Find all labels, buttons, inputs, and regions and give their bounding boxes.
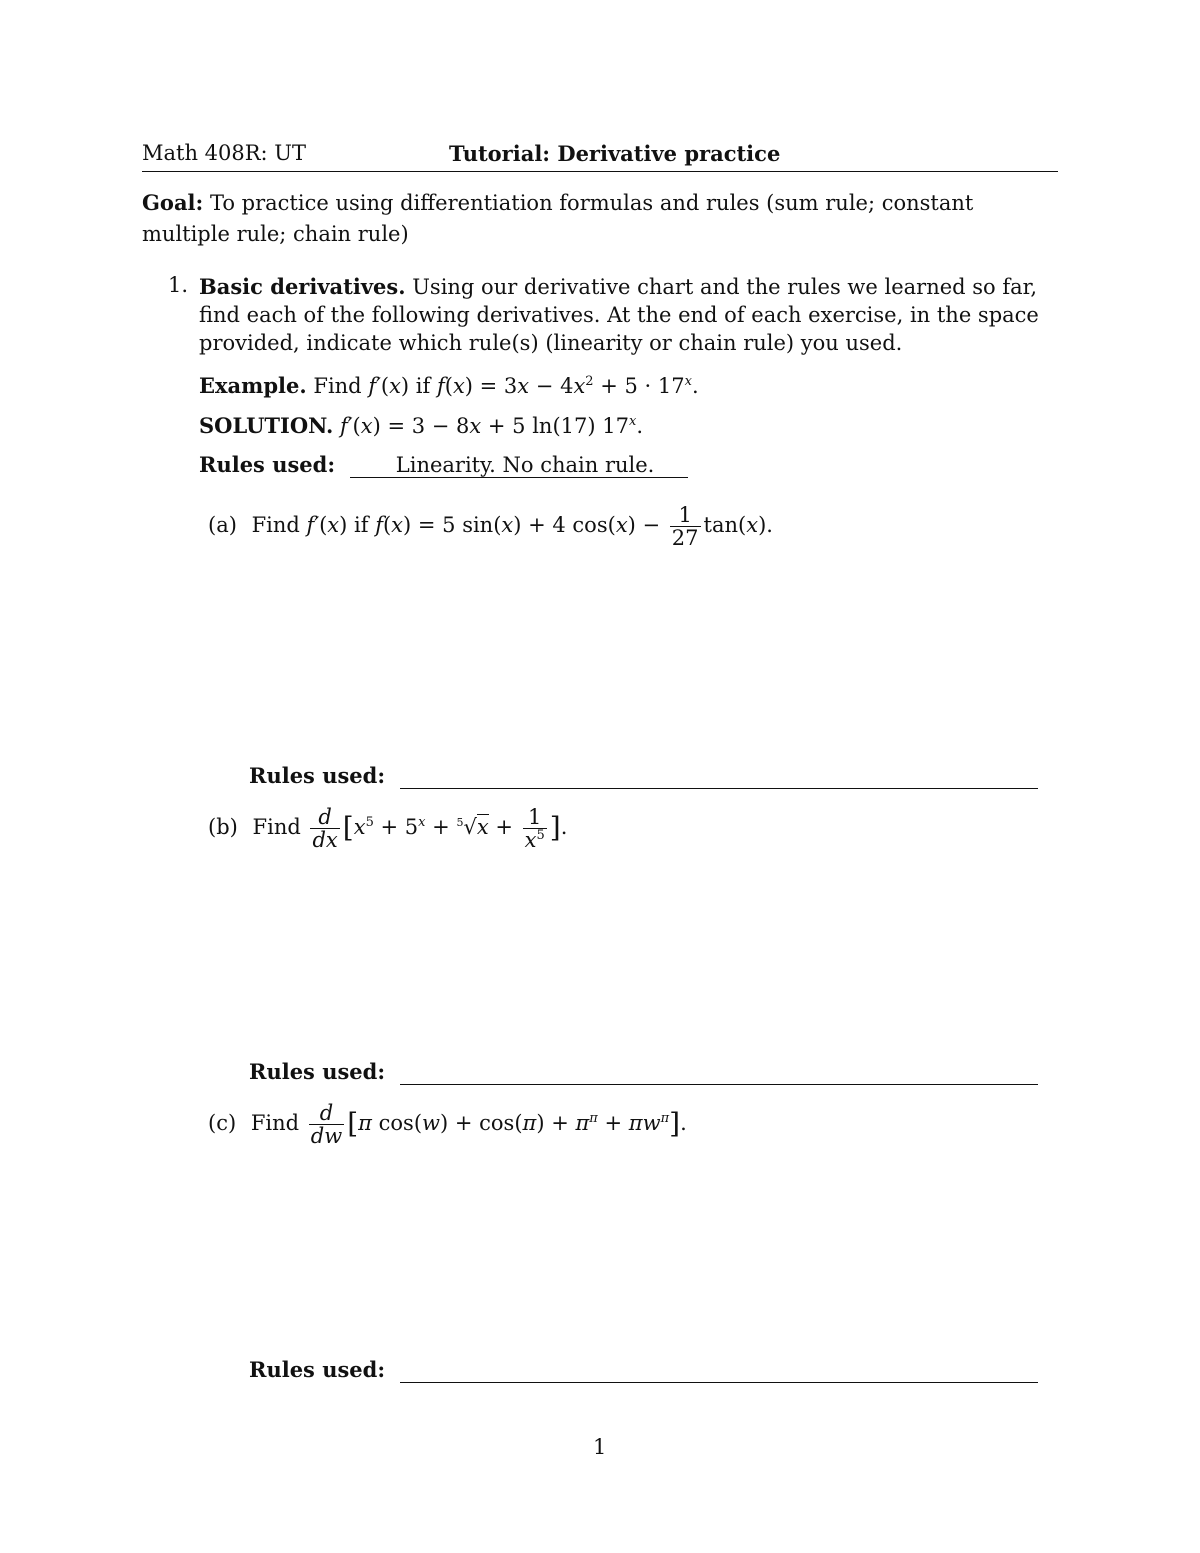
fraction-one-over-x5: $\frac{1}{x^5}$ [524,805,545,853]
solution-line [199,413,643,438]
rules-used-b-line [249,1059,1038,1085]
rules-used-b-label: Rules used: [249,1059,386,1084]
rules-used-a-label: Rules used: [249,763,386,788]
part-b-find: Find [252,815,301,840]
goal-label: Goal: [142,190,204,215]
part-c-question [208,1102,687,1147]
rules-used-a-line [249,763,1038,789]
part-b-expression: $\frac{d}{dx}$ [$x^5 + 5^x + ^5√x$ + $\frac{1}{x^5}$ ]. [312,805,568,853]
part-a-label: (a) [208,513,237,538]
part-a-question [208,504,773,549]
rules-used-label: Rules used: [199,452,336,477]
page-title: Tutorial: Derivative practice [449,141,781,166]
example-label: Example. [199,373,307,398]
part-b-question [208,806,567,851]
problem-number: 1. [168,273,189,297]
part-c-label: (c) [208,1111,237,1136]
header-rule [142,171,1058,172]
part-c-find: Find [250,1111,300,1136]
problem-heading: Basic derivatives. [199,274,406,299]
problem-intro-text: Using our derivative chart and the rules we learned so far, find each of the following derivatives. At the end of each exercise, in the space provided, indicate which rule(s) (linearity or chain rule) you used. [199,275,1039,355]
rules-used-c-blank[interactable] [400,1358,1038,1383]
derivative-d-dx: $\frac{d}{dx}$ [312,805,338,853]
part-b-label: (b) [208,815,238,840]
solution-statement: f′(x) = 3 − 8x + 5 ln(17) 17$^x$. [339,414,643,438]
solution-label: SOLUTION. [199,413,334,438]
rules-used-a-blank[interactable] [400,764,1038,789]
part-a-expression: f′(x) if f(x) = 5 sin(x) + 4 cos(x) − $\frac{1}{27}$ tan(x). [306,503,773,551]
rules-used-example-line [199,452,688,478]
problem-intro [199,273,1059,357]
goal-paragraph [142,187,1058,250]
goal-text: To practice using differentiation formulas and rules (sum rule; constant multiple rule; chain rule) [142,191,974,246]
part-c-expression: $\frac{d}{dw}$ [π $\cos(w) + \cos(\pi) + \pi^\pi + \pi w^\pi$]. [310,1101,687,1149]
rules-used-example-answer: Linearity. No chain rule. [350,453,688,478]
example-statement: Find f′(x) if $f(x) = 3x - 4x^2 + 5 \cdot 17^x$. [313,374,699,398]
page-number: 1 [593,1435,607,1459]
rules-used-c-label: Rules used: [249,1357,386,1382]
example-line [199,373,699,398]
rules-used-b-blank[interactable] [400,1060,1038,1085]
fraction-one-over-27: $\frac{1}{27}$ [671,503,699,551]
course-name: Math 408R: UT [142,141,307,165]
derivative-d-dw: $\frac{d}{dw}$ [310,1101,343,1149]
part-a-find: Find [251,513,300,538]
rules-used-c-line [249,1357,1038,1383]
